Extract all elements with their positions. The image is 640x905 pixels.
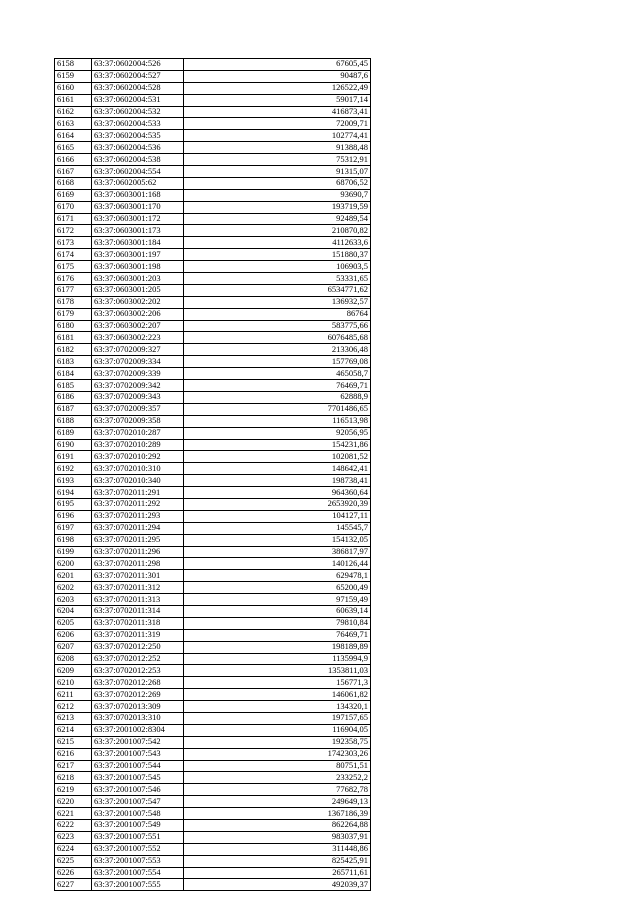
table-row — [55, 796, 371, 808]
table-row — [55, 736, 371, 748]
value-cell: 65200,49 — [184, 582, 371, 594]
row-number: 6184 — [55, 368, 92, 380]
table-row — [55, 831, 371, 843]
cadastral-number: 63:37:0603002:223 — [92, 332, 184, 344]
table-row — [55, 879, 371, 891]
table-row — [55, 356, 371, 368]
table-row — [55, 261, 371, 273]
value-cell: 156771,3 — [184, 677, 371, 689]
cadastral-number: 63:37:2001007:547 — [92, 796, 184, 808]
table-row — [55, 748, 371, 760]
cadastral-number: 63:37:0702009:343 — [92, 391, 184, 403]
value-cell: 148642,41 — [184, 463, 371, 475]
cadastral-number: 63:37:0603001:170 — [92, 201, 184, 213]
value-cell: 97159,49 — [184, 594, 371, 606]
row-number: 6208 — [55, 653, 92, 665]
row-number: 6227 — [55, 879, 92, 891]
table-row — [55, 439, 371, 451]
cadastral-number: 63:37:0603001:205 — [92, 284, 184, 296]
row-number: 6166 — [55, 154, 92, 166]
cadastral-number: 63:37:0602004:538 — [92, 154, 184, 166]
cadastral-number: 63:37:0602004:527 — [92, 70, 184, 82]
row-number: 6186 — [55, 391, 92, 403]
value-cell: 465058,7 — [184, 368, 371, 380]
row-number: 6214 — [55, 724, 92, 736]
table-row — [55, 498, 371, 510]
row-number: 6199 — [55, 546, 92, 558]
value-cell: 80751,51 — [184, 760, 371, 772]
cadastral-number: 63:37:0702011:318 — [92, 617, 184, 629]
cadastral-number: 63:37:0702011:313 — [92, 594, 184, 606]
cadastral-number: 63:37:0702012:253 — [92, 665, 184, 677]
row-number: 6180 — [55, 320, 92, 332]
table-row — [55, 237, 371, 249]
row-number: 6182 — [55, 344, 92, 356]
cadastral-number: 63:37:2001007:545 — [92, 772, 184, 784]
table-row — [55, 629, 371, 641]
table-row — [55, 94, 371, 106]
value-cell: 92489,54 — [184, 213, 371, 225]
table-row — [55, 784, 371, 796]
table-row — [55, 724, 371, 736]
row-number: 6167 — [55, 166, 92, 178]
row-number: 6172 — [55, 225, 92, 237]
cadastral-number: 63:37:0702012:252 — [92, 653, 184, 665]
row-number: 6195 — [55, 498, 92, 510]
table-row — [55, 594, 371, 606]
row-number: 6218 — [55, 772, 92, 784]
cadastral-number: 63:37:2001007:544 — [92, 760, 184, 772]
row-number: 6196 — [55, 510, 92, 522]
row-number: 6223 — [55, 831, 92, 843]
table-row — [55, 712, 371, 724]
table-row — [55, 118, 371, 130]
row-number: 6174 — [55, 249, 92, 261]
cadastral-number: 63:37:0603001:172 — [92, 213, 184, 225]
table-row — [55, 617, 371, 629]
row-number: 6165 — [55, 142, 92, 154]
cadastral-number: 63:37:0702011:298 — [92, 558, 184, 570]
row-number: 6159 — [55, 70, 92, 82]
cadastral-number: 63:37:0603001:203 — [92, 273, 184, 285]
cadastral-number: 63:37:0702011:294 — [92, 522, 184, 534]
value-cell: 265711,61 — [184, 867, 371, 879]
value-cell: 416873,41 — [184, 106, 371, 118]
value-cell: 146061,82 — [184, 689, 371, 701]
table-row — [55, 475, 371, 487]
value-cell: 1367186,39 — [184, 808, 371, 820]
table-row — [55, 249, 371, 261]
value-cell: 964360,64 — [184, 487, 371, 499]
row-number: 6219 — [55, 784, 92, 796]
table-row — [55, 808, 371, 820]
cadastral-number: 63:37:0702013:310 — [92, 712, 184, 724]
value-cell: 116513,98 — [184, 415, 371, 427]
table-row — [55, 427, 371, 439]
cadastral-number: 63:37:2001007:553 — [92, 855, 184, 867]
value-cell: 583775,66 — [184, 320, 371, 332]
table-row — [55, 510, 371, 522]
cadastral-number: 63:37:2001007:548 — [92, 808, 184, 820]
row-number: 6222 — [55, 820, 92, 832]
value-cell: 192358,75 — [184, 736, 371, 748]
row-number: 6216 — [55, 748, 92, 760]
table-row — [55, 487, 371, 499]
row-number: 6170 — [55, 201, 92, 213]
table-row — [55, 867, 371, 879]
data-table — [54, 58, 371, 891]
cadastral-number: 63:37:0702009:339 — [92, 368, 184, 380]
value-cell: 492039,37 — [184, 879, 371, 891]
table-row — [55, 130, 371, 142]
cadastral-number: 63:37:0702011:296 — [92, 546, 184, 558]
table-row — [55, 403, 371, 415]
value-cell: 311448,86 — [184, 843, 371, 855]
value-cell: 233252,2 — [184, 772, 371, 784]
table-row — [55, 570, 371, 582]
row-number: 6169 — [55, 189, 92, 201]
row-number: 6207 — [55, 641, 92, 653]
row-number: 6171 — [55, 213, 92, 225]
value-cell: 1135994,9 — [184, 653, 371, 665]
cadastral-number: 63:37:0702010:289 — [92, 439, 184, 451]
row-number: 6185 — [55, 380, 92, 392]
cadastral-number: 63:37:0702012:250 — [92, 641, 184, 653]
row-number: 6190 — [55, 439, 92, 451]
row-number: 6173 — [55, 237, 92, 249]
table-row — [55, 154, 371, 166]
value-cell: 154132,05 — [184, 534, 371, 546]
cadastral-number: 63:37:2001007:546 — [92, 784, 184, 796]
value-cell: 6076485,68 — [184, 332, 371, 344]
table-row — [55, 677, 371, 689]
table-row — [55, 855, 371, 867]
cadastral-number: 63:37:0603001:197 — [92, 249, 184, 261]
value-cell: 92056,95 — [184, 427, 371, 439]
value-cell: 76469,71 — [184, 629, 371, 641]
cadastral-number: 63:37:0702011:291 — [92, 487, 184, 499]
value-cell: 104127,11 — [184, 510, 371, 522]
value-cell: 157769,08 — [184, 356, 371, 368]
cadastral-number: 63:37:0702009:334 — [92, 356, 184, 368]
table-row — [55, 166, 371, 178]
table-row — [55, 534, 371, 546]
row-number: 6188 — [55, 415, 92, 427]
row-number: 6179 — [55, 308, 92, 320]
table-row — [55, 701, 371, 713]
cadastral-number: 63:37:0603001:198 — [92, 261, 184, 273]
value-cell: 68706,52 — [184, 177, 371, 189]
value-cell: 213306,48 — [184, 344, 371, 356]
table-row — [55, 582, 371, 594]
cadastral-number: 63:37:2001007:554 — [92, 867, 184, 879]
row-number: 6168 — [55, 177, 92, 189]
cadastral-number: 63:37:0603001:184 — [92, 237, 184, 249]
row-number: 6209 — [55, 665, 92, 677]
row-number: 6177 — [55, 284, 92, 296]
table-body — [55, 59, 371, 891]
cadastral-number: 63:37:0602004:532 — [92, 106, 184, 118]
table-row — [55, 273, 371, 285]
row-number: 6202 — [55, 582, 92, 594]
table-row — [55, 332, 371, 344]
value-cell: 145545,7 — [184, 522, 371, 534]
cadastral-number: 63:37:0702012:269 — [92, 689, 184, 701]
value-cell: 93690,7 — [184, 189, 371, 201]
value-cell: 102774,41 — [184, 130, 371, 142]
row-number: 6158 — [55, 59, 92, 71]
table-row — [55, 225, 371, 237]
cadastral-number: 63:37:0702013:309 — [92, 701, 184, 713]
row-number: 6161 — [55, 94, 92, 106]
row-number: 6200 — [55, 558, 92, 570]
value-cell: 75312,91 — [184, 154, 371, 166]
table-row — [55, 689, 371, 701]
value-cell: 134320,1 — [184, 701, 371, 713]
value-cell: 140126,44 — [184, 558, 371, 570]
table-row — [55, 665, 371, 677]
cadastral-number: 63:37:0702010:310 — [92, 463, 184, 475]
row-number: 6191 — [55, 451, 92, 463]
value-cell: 116904,05 — [184, 724, 371, 736]
table-row — [55, 308, 371, 320]
cadastral-number: 63:37:0603002:202 — [92, 296, 184, 308]
table-row — [55, 189, 371, 201]
table-row — [55, 641, 371, 653]
row-number: 6201 — [55, 570, 92, 582]
value-cell: 90487,6 — [184, 70, 371, 82]
cadastral-number: 63:37:0603001:173 — [92, 225, 184, 237]
row-number: 6162 — [55, 106, 92, 118]
value-cell: 136932,57 — [184, 296, 371, 308]
value-cell: 4112633,6 — [184, 237, 371, 249]
table-row — [55, 177, 371, 189]
table-row — [55, 820, 371, 832]
row-number: 6204 — [55, 605, 92, 617]
row-number: 6187 — [55, 403, 92, 415]
cadastral-number: 63:37:0702012:268 — [92, 677, 184, 689]
table-row — [55, 106, 371, 118]
cadastral-number: 63:37:0602005:62 — [92, 177, 184, 189]
value-cell: 386817,97 — [184, 546, 371, 558]
cadastral-number: 63:37:0602004:528 — [92, 82, 184, 94]
table-row — [55, 284, 371, 296]
table-row — [55, 380, 371, 392]
cadastral-number: 63:37:2001002:8304 — [92, 724, 184, 736]
cadastral-number: 63:37:0702011:319 — [92, 629, 184, 641]
cadastral-number: 63:37:0603001:168 — [92, 189, 184, 201]
table-row — [55, 70, 371, 82]
cadastral-number: 63:37:0702011:312 — [92, 582, 184, 594]
value-cell: 198738,41 — [184, 475, 371, 487]
value-cell: 983037,91 — [184, 831, 371, 843]
row-number: 6164 — [55, 130, 92, 142]
value-cell: 151880,37 — [184, 249, 371, 261]
table-row — [55, 843, 371, 855]
cadastral-number: 63:37:2001007:543 — [92, 748, 184, 760]
row-number: 6194 — [55, 487, 92, 499]
cadastral-number: 63:37:0602004:531 — [92, 94, 184, 106]
cadastral-number: 63:37:0702009:327 — [92, 344, 184, 356]
value-cell: 210870,82 — [184, 225, 371, 237]
cadastral-number: 63:37:0702011:292 — [92, 498, 184, 510]
value-cell: 825425,91 — [184, 855, 371, 867]
table-row — [55, 296, 371, 308]
row-number: 6212 — [55, 701, 92, 713]
table-row — [55, 605, 371, 617]
table-row — [55, 522, 371, 534]
row-number: 6210 — [55, 677, 92, 689]
table-row — [55, 546, 371, 558]
value-cell: 862264,88 — [184, 820, 371, 832]
row-number: 6178 — [55, 296, 92, 308]
cadastral-number: 63:37:0602004:526 — [92, 59, 184, 71]
cadastral-number: 63:37:0603002:206 — [92, 308, 184, 320]
value-cell: 62888,9 — [184, 391, 371, 403]
row-number: 6203 — [55, 594, 92, 606]
value-cell: 67605,45 — [184, 59, 371, 71]
value-cell: 53331,65 — [184, 273, 371, 285]
table-row — [55, 82, 371, 94]
value-cell: 102081,52 — [184, 451, 371, 463]
row-number: 6163 — [55, 118, 92, 130]
value-cell: 7701486,65 — [184, 403, 371, 415]
row-number: 6224 — [55, 843, 92, 855]
table-row — [55, 653, 371, 665]
value-cell: 1742303,26 — [184, 748, 371, 760]
value-cell: 76469,71 — [184, 380, 371, 392]
row-number: 6206 — [55, 629, 92, 641]
value-cell: 1353811,03 — [184, 665, 371, 677]
value-cell: 77682,78 — [184, 784, 371, 796]
value-cell: 91315,07 — [184, 166, 371, 178]
value-cell: 126522,49 — [184, 82, 371, 94]
value-cell: 91388,48 — [184, 142, 371, 154]
cadastral-number: 63:37:0702011:314 — [92, 605, 184, 617]
value-cell: 6534771,62 — [184, 284, 371, 296]
table-row — [55, 201, 371, 213]
cadastral-number: 63:37:2001007:542 — [92, 736, 184, 748]
row-number: 6192 — [55, 463, 92, 475]
value-cell: 86764 — [184, 308, 371, 320]
cadastral-number: 63:37:0702009:358 — [92, 415, 184, 427]
row-number: 6213 — [55, 712, 92, 724]
row-number: 6217 — [55, 760, 92, 772]
table-row — [55, 368, 371, 380]
cadastral-number: 63:37:0702011:295 — [92, 534, 184, 546]
table-row — [55, 415, 371, 427]
row-number: 6193 — [55, 475, 92, 487]
row-number: 6220 — [55, 796, 92, 808]
row-number: 6181 — [55, 332, 92, 344]
row-number: 6176 — [55, 273, 92, 285]
table-row — [55, 59, 371, 71]
value-cell: 249649,13 — [184, 796, 371, 808]
value-cell: 198189,89 — [184, 641, 371, 653]
value-cell: 72009,71 — [184, 118, 371, 130]
row-number: 6215 — [55, 736, 92, 748]
row-number: 6225 — [55, 855, 92, 867]
cadastral-number: 63:37:0702011:293 — [92, 510, 184, 522]
table-row — [55, 344, 371, 356]
row-number: 6198 — [55, 534, 92, 546]
row-number: 6211 — [55, 689, 92, 701]
value-cell: 59017,14 — [184, 94, 371, 106]
cadastral-number: 63:37:0702009:357 — [92, 403, 184, 415]
row-number: 6205 — [55, 617, 92, 629]
value-cell: 60639,14 — [184, 605, 371, 617]
row-number: 6226 — [55, 867, 92, 879]
cadastral-number: 63:37:0602004:554 — [92, 166, 184, 178]
cadastral-number: 63:37:0702010:340 — [92, 475, 184, 487]
value-cell: 79810,84 — [184, 617, 371, 629]
row-number: 6197 — [55, 522, 92, 534]
cadastral-number: 63:37:0702010:287 — [92, 427, 184, 439]
table-row — [55, 451, 371, 463]
table-row — [55, 320, 371, 332]
value-cell: 106903,5 — [184, 261, 371, 273]
cadastral-number: 63:37:0702011:301 — [92, 570, 184, 582]
cadastral-number: 63:37:2001007:555 — [92, 879, 184, 891]
value-cell: 154231,86 — [184, 439, 371, 451]
value-cell: 193719,59 — [184, 201, 371, 213]
table-row — [55, 142, 371, 154]
table-row — [55, 213, 371, 225]
cadastral-number: 63:37:0602004:535 — [92, 130, 184, 142]
row-number: 6183 — [55, 356, 92, 368]
row-number: 6160 — [55, 82, 92, 94]
cadastral-number: 63:37:0602004:536 — [92, 142, 184, 154]
row-number: 6221 — [55, 808, 92, 820]
table-row — [55, 391, 371, 403]
cadastral-number: 63:37:2001007:551 — [92, 831, 184, 843]
cadastral-number: 63:37:0702009:342 — [92, 380, 184, 392]
table-row — [55, 463, 371, 475]
table-row — [55, 772, 371, 784]
row-number: 6189 — [55, 427, 92, 439]
table-row — [55, 558, 371, 570]
cadastral-number: 63:37:0603002:207 — [92, 320, 184, 332]
value-cell: 629478,1 — [184, 570, 371, 582]
value-cell: 2653920,39 — [184, 498, 371, 510]
table-row — [55, 760, 371, 772]
cadastral-number: 63:37:2001007:549 — [92, 820, 184, 832]
cadastral-number: 63:37:0602004:533 — [92, 118, 184, 130]
row-number: 6175 — [55, 261, 92, 273]
cadastral-number: 63:37:0702010:292 — [92, 451, 184, 463]
cadastral-number: 63:37:2001007:552 — [92, 843, 184, 855]
value-cell: 197157,65 — [184, 712, 371, 724]
